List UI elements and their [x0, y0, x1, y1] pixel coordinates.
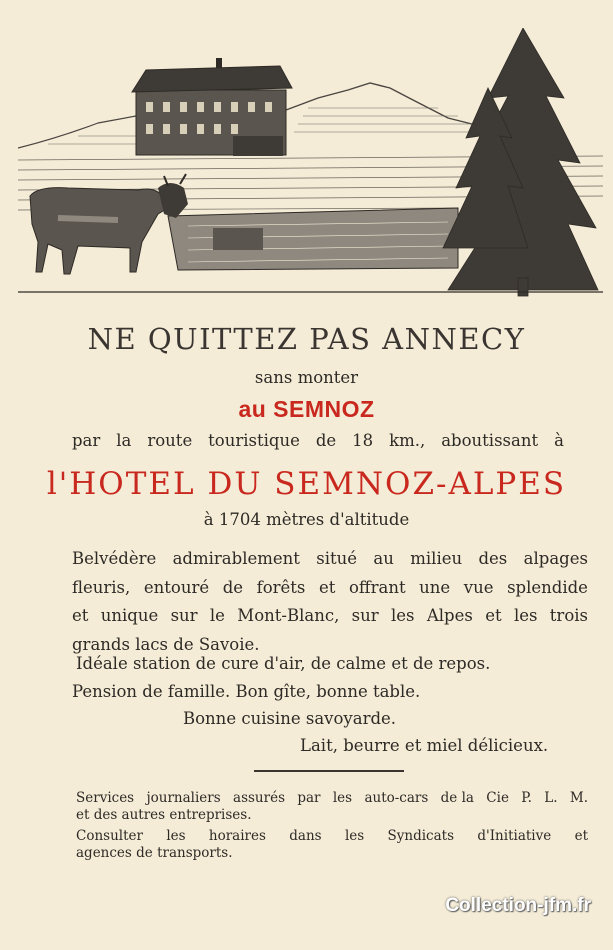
- description-line-4: grands lacs de Savoie.: [72, 634, 260, 654]
- word: Syndicats: [387, 828, 455, 844]
- word: Services: [76, 790, 135, 806]
- cuisine-line: Bonne cuisine savoyarde.: [183, 709, 397, 728]
- route-word: la: [116, 431, 132, 450]
- word: le: [209, 606, 225, 625]
- services-line-2: et des autres entreprises.: [76, 807, 252, 823]
- word: auto-cars: [364, 790, 429, 806]
- word: des: [478, 549, 508, 568]
- pension-line: Pension de famille. Bon gîte, bonne table.: [72, 682, 421, 701]
- fir-trees: [443, 28, 598, 296]
- consulter-line-2: agences de transports.: [76, 845, 233, 861]
- cure-line: Idéale station de cure d'air, de calme et de repos.: [76, 654, 491, 673]
- word: Cie: [486, 790, 509, 806]
- engraving-illustration: [18, 28, 603, 298]
- route-word: km.,: [389, 431, 426, 450]
- word: entouré: [143, 577, 210, 597]
- route-line: [72, 431, 564, 450]
- word: milieu: [410, 549, 463, 568]
- word: les: [344, 828, 365, 844]
- word: Consulter: [76, 828, 143, 844]
- word: et: [574, 828, 588, 844]
- word: alpages: [523, 549, 588, 568]
- consulter-paragraph: [76, 828, 588, 862]
- sans-monter-text: sans monter: [254, 368, 359, 387]
- services-paragraph: [76, 790, 588, 824]
- semnoz-title: au SEMNOZ: [238, 396, 375, 422]
- word: admirablement: [172, 549, 300, 568]
- description-paragraph: [72, 545, 588, 659]
- consulter-line-1: [76, 828, 588, 845]
- description-line-1: [72, 545, 588, 574]
- word: Belvédère: [72, 549, 157, 568]
- word: les: [332, 790, 353, 806]
- route-word: de: [315, 431, 337, 450]
- route-word: par: [72, 431, 101, 450]
- word: de: [222, 577, 244, 597]
- word: assurés: [233, 790, 286, 806]
- description-line-3: [72, 602, 588, 631]
- hotel-name: l'HOTEL DU SEMNOZ-ALPES: [46, 466, 567, 502]
- word: fleuris,: [72, 577, 131, 597]
- word: sur: [351, 606, 379, 625]
- word: de la: [440, 790, 474, 806]
- word: unique: [100, 606, 159, 625]
- word: journaliers: [146, 790, 221, 806]
- word: les: [513, 606, 538, 625]
- word: par: [297, 790, 321, 806]
- word: sur: [170, 606, 198, 625]
- word: vue: [463, 577, 494, 597]
- cow-figure: [30, 174, 188, 274]
- route-word: touristique: [208, 431, 300, 450]
- word: d'Initiative: [477, 828, 552, 844]
- word: horaires: [208, 828, 266, 844]
- word: M.: [569, 790, 588, 806]
- divider-rule: [254, 770, 404, 772]
- watermark: Collection-jfm.fr: [445, 895, 591, 916]
- route-word: aboutissant: [441, 431, 539, 450]
- word: L.: [544, 790, 558, 806]
- word: forêts: [256, 577, 306, 597]
- services-line-1: [76, 790, 588, 807]
- word: P.: [521, 790, 532, 806]
- word: splendide: [507, 577, 588, 597]
- word: une: [419, 577, 451, 597]
- route-word: à: [554, 431, 564, 450]
- route-word: 18: [352, 431, 374, 450]
- word: au: [373, 549, 394, 568]
- headline: NE QUITTEZ PAS ANNECY: [87, 322, 526, 356]
- word: trois: [549, 606, 588, 625]
- word: les: [166, 828, 186, 844]
- word: et: [72, 606, 89, 625]
- route-word: route: [147, 431, 193, 450]
- word: Alpes: [426, 606, 473, 625]
- word: et: [485, 606, 502, 625]
- description-line-2: [72, 574, 588, 603]
- word: dans: [289, 828, 322, 844]
- word: et: [318, 577, 336, 597]
- word: situé: [316, 549, 358, 568]
- word: Mont-Blanc,: [237, 606, 340, 625]
- word: offrant: [348, 577, 406, 597]
- word: les: [390, 606, 415, 625]
- lait-line: Lait, beurre et miel délicieux.: [300, 736, 549, 755]
- altitude-text: à 1704 mètres d'altitude: [203, 510, 410, 529]
